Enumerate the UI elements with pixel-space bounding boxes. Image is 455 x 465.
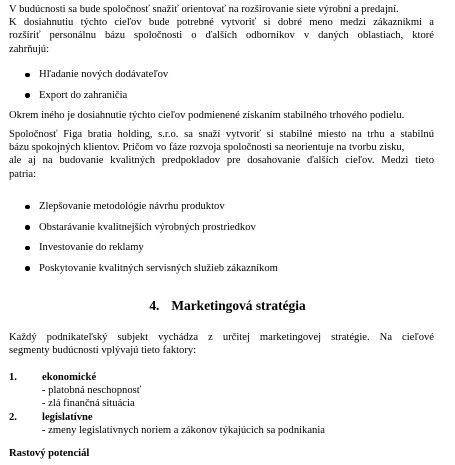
paragraph-line: segmenty budúcnosti vplývajú tieto faktory: <box>9 345 197 357</box>
bullet-icon <box>25 266 30 271</box>
paragraph-line: zahrňujú: <box>9 43 50 55</box>
list-item: Investovanie do reklamy <box>9 241 429 262</box>
bullet-icon <box>25 205 30 210</box>
list-item: Export do zahraničia <box>9 89 429 110</box>
factor-subitem: - platobná neschopnosť <box>42 385 142 397</box>
company-paragraph <box>9 128 434 181</box>
paragraph-line: V budúcnosti sa bude spoločnosť snažiť orientovať na rozširovanie siete výrobní a predajní. <box>9 4 399 15</box>
paragraph-line: ale aj na budovanie kvalitných predpokladov pre dosahovanie ďalších cieľov. Medzi tieto <box>9 155 434 167</box>
strategy-paragraph <box>9 331 434 357</box>
factor-label: legislatívne <box>42 411 93 423</box>
bullet-icon <box>25 225 30 230</box>
goals-list <box>9 68 429 109</box>
bullet-icon <box>25 93 30 98</box>
factor-label: ekonomické <box>42 372 97 383</box>
factors-list <box>9 371 439 437</box>
objectives-list <box>9 200 429 282</box>
bullet-icon <box>25 246 30 251</box>
list-item: Zlepšovanie metodológie návrhu produktov <box>9 200 429 221</box>
factor-number: 1. <box>9 372 17 383</box>
list-item: Poskytovanie kvalitných servisných služieb zákazníkom <box>9 262 429 283</box>
intro-paragraph <box>9 3 434 56</box>
market-share-paragraph: Okrem iného je dosiahnutie týchto cieľov podmienené získaním stabilného trhového podielu. <box>9 110 405 121</box>
list-item: Hľadanie nových dodávateľov <box>9 68 429 89</box>
section-title: Marketingová stratégia <box>171 298 306 313</box>
subheading: Rastový potenciál <box>9 448 90 459</box>
paragraph-line: Spoločnosť Figa bratia holding, s.r.o. sa snaží vytvoriť si stabilné miesto na trhu a stabilnú <box>9 129 434 140</box>
paragraph-line: Každý podnikateľský subjekt vychádza z určitej marketingovej stratégie. Na cieľové <box>9 332 434 343</box>
bullet-icon <box>25 73 30 78</box>
paragraph-line: K dosiahnutiu týchto cieľov bude potrebné vytvoriť si dobré meno medzi zákazníkmi a <box>9 17 434 29</box>
paragraph-line: patria: <box>9 168 37 180</box>
list-item: Obstarávanie kvalitnejších výrobných prostriedkov <box>9 221 429 242</box>
section-heading <box>0 298 455 314</box>
factor-item <box>9 411 439 424</box>
factor-item <box>9 371 439 384</box>
factor-subitem: - zmeny legislatívnych noriem a zákonov týkajúcich sa podnikania <box>42 424 326 436</box>
factor-subitem: - zlá finančná situácia <box>42 398 135 410</box>
section-number: 4. <box>149 298 160 313</box>
paragraph-line: rozšíriť personálnu bázu spoločnosti o ďalších odborníkov v daných oblastiach, ktoré <box>9 30 434 42</box>
paragraph-line: bázu spokojných klientov. Pričom vo fáze rozvoja spoločnosti sa neorientuje na tvorbu zisku, <box>9 142 405 154</box>
factor-number: 2. <box>9 411 17 423</box>
